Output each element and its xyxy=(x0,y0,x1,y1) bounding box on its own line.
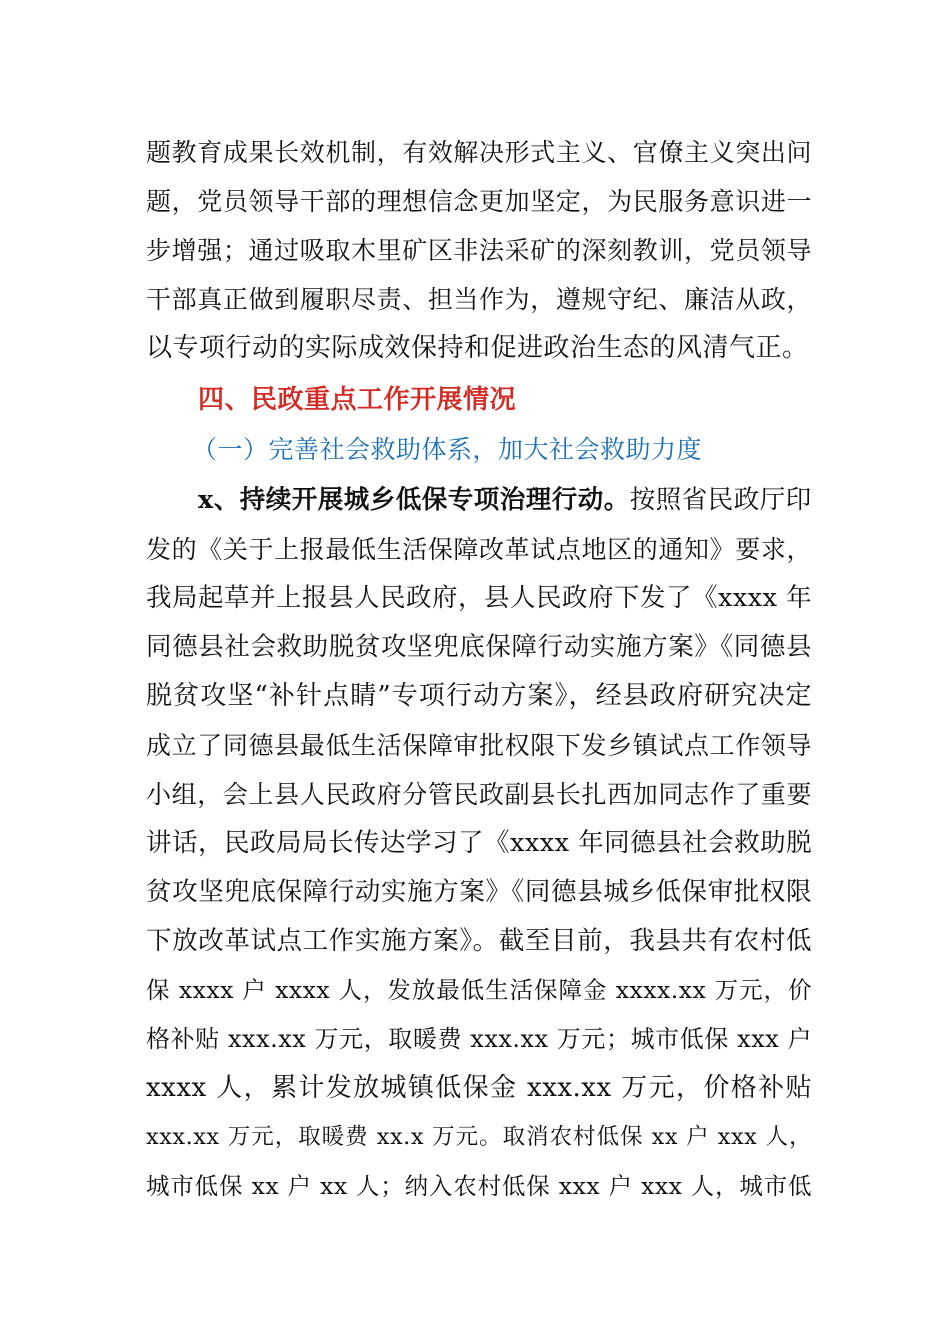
body-line: 保 xxxx 户 xxxx 人，发放最低生活保障金 xxxx.xx 万元，价 xyxy=(146,976,812,1004)
body-line: 发的《关于上报最低生活保障改革试点地区的通知》要求， xyxy=(146,535,812,564)
paragraph-lead-line xyxy=(198,476,812,525)
section-heading: 四、民政重点工作开展情况 xyxy=(198,385,517,415)
body-line: 题，党员领导干部的理想信念更加坚定，为民服务意识进一 xyxy=(146,187,812,216)
paragraph-lead-rest: 按照省民政厅印 xyxy=(629,485,812,515)
body-line: 题教育成果长效机制，有效解决形式主义、官僚主义突出问 xyxy=(146,138,812,167)
body-line: 成立了同德县最低生活保障审批权限下发乡镇试点工作领导 xyxy=(146,731,812,760)
body-line: 以专项行动的实际成效保持和促进政治生态的风清气正。 xyxy=(146,333,809,363)
body-line: 脱贫攻坚“补针点睛”专项行动方案》，经县政府研究决定 xyxy=(146,681,812,711)
body-line: 下放改革试点工作实施方案》。截至目前，我县共有农村低 xyxy=(146,926,812,956)
body-line: 同德县社会救助脱贫攻坚兜底保障行动实施方案》《同德县 xyxy=(146,632,812,662)
paragraph-lead-bold: x、持续开展城乡低保专项治理行动。 xyxy=(198,485,630,515)
body-line: xxx.xx 万元，取暖费 xx.x 万元。取消农村低保 xx 户 xxx 人， xyxy=(146,1124,812,1150)
body-line: 我局起草并上报县人民政府，县人民政府下发了《xxxx 年 xyxy=(146,583,813,613)
body-line: 小组，会上县人民政府分管民政副县长扎西加同志作了重要 xyxy=(146,780,812,809)
body-line: xxxx 人，累计发放城镇低保金 xxx.xx 万元，价格补贴 xyxy=(146,1073,812,1103)
body-line: 城市低保 xx 户 xx 人；纳入农村低保 xxx 户 xxx 人，城市低 xyxy=(146,1172,812,1200)
body-line: 步增强；通过吸取木里矿区非法采矿的深刻教训，党员领导 xyxy=(146,236,812,265)
body-line: 贫攻坚兜底保障行动实施方案》《同德县城乡低保审批权限 xyxy=(146,877,812,907)
body-line: 干部真正做到履职尽责、担当作为，遵规守纪、廉洁从政， xyxy=(146,285,812,314)
body-line: 格补贴 xxx.xx 万元，取暖费 xxx.xx 万元；城市低保 xxx 户 xyxy=(146,1025,812,1053)
body-line: 讲话，民政局局长传达学习了《xxxx 年同德县社会救助脱 xyxy=(146,828,813,858)
subsection-heading: （一）完善社会救助体系，加大社会救助力度 xyxy=(192,435,703,464)
